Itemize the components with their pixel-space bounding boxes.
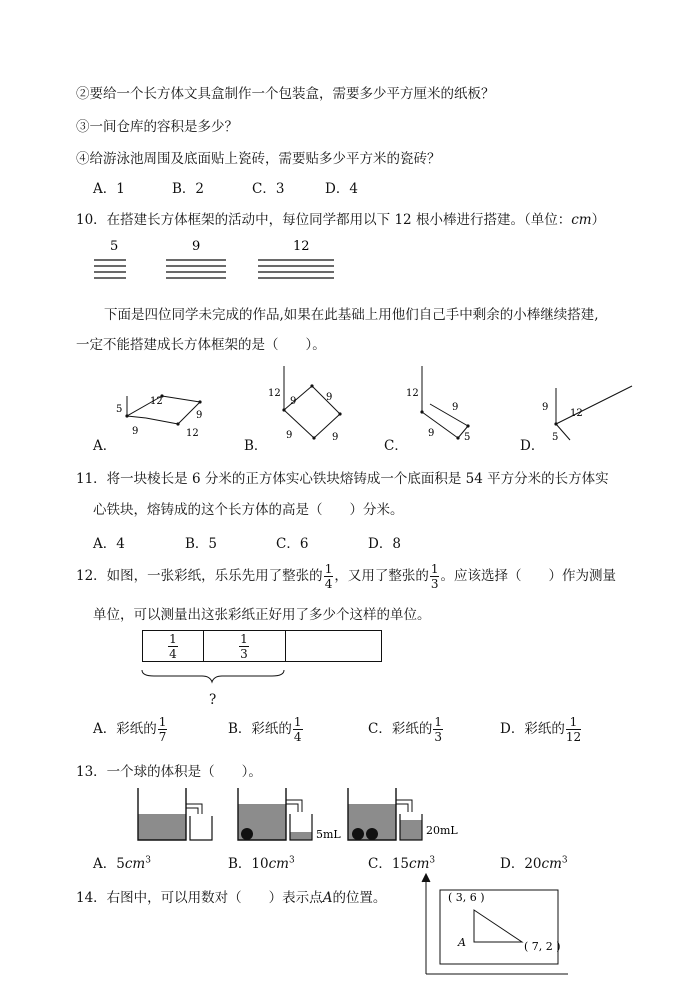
frac-num: 1 bbox=[566, 716, 581, 730]
q10-unit: cm bbox=[571, 212, 592, 228]
q9-option-b[interactable]: B．2 bbox=[172, 181, 205, 197]
q12-option-b[interactable] bbox=[228, 716, 304, 743]
q10-stem bbox=[76, 208, 605, 228]
fig-b-num: 12 bbox=[268, 388, 281, 399]
container-2 bbox=[238, 788, 341, 841]
stick-bundles bbox=[90, 236, 350, 286]
label-20ml: 20mL bbox=[426, 824, 458, 837]
opt-text: D．彩纸的 bbox=[500, 721, 565, 737]
q10-stem-end: ） bbox=[591, 212, 606, 228]
fig-b-num: 9 bbox=[290, 396, 297, 407]
q12-line-1 bbox=[76, 563, 616, 590]
frac-den: 7 bbox=[158, 730, 167, 744]
bundle-label-12: 12 bbox=[293, 239, 310, 254]
q13-stem: 13．一个球的体积是（ ）。 bbox=[76, 764, 262, 780]
frac-num: 1 bbox=[158, 715, 167, 729]
q9-item-3: ③一间仓库的容积是多少？ bbox=[76, 119, 238, 135]
fig-c-num: 12 bbox=[406, 388, 419, 399]
q12-frac-1 bbox=[324, 563, 334, 590]
fig-d-num: 12 bbox=[570, 408, 583, 419]
container-3 bbox=[348, 788, 458, 840]
q11-option-c[interactable]: C．6 bbox=[276, 536, 309, 552]
frac-den: 12 bbox=[565, 730, 582, 744]
label-5ml: 5mL bbox=[316, 828, 341, 841]
q9-item-2: ②要给一个长方体文具盒制作一个包装盒，需要多少平方厘米的纸板？ bbox=[76, 86, 495, 102]
opt-exp: 3 bbox=[429, 855, 436, 866]
q10-option-a[interactable]: A． bbox=[93, 438, 117, 454]
q13-containers bbox=[132, 784, 462, 846]
q10-figure-c bbox=[400, 362, 490, 446]
q14-stem bbox=[76, 886, 386, 906]
q9-option-c[interactable]: C．3 bbox=[252, 181, 285, 197]
opt-exp: 3 bbox=[288, 855, 295, 866]
frac-num: 1 bbox=[430, 562, 439, 576]
q10-para-1: 下面是四位同学未完成的作品,如果在此基础上用他们自己手中剩余的小棒继续搭建, bbox=[104, 307, 599, 323]
q10-stem-text: 10．在搭建长方体框架的活动中，每位同学都用以下 12 根小棒进行搭建。（单位： bbox=[76, 212, 572, 228]
q12-text: 12．如图，一张彩纸，乐乐先用了整张的 bbox=[76, 568, 323, 584]
q12-frac-2 bbox=[430, 563, 440, 590]
label-point-3-6: ( 3, 6 ) bbox=[448, 891, 485, 904]
label-point-a: A bbox=[458, 936, 466, 949]
q13-option-a[interactable] bbox=[93, 852, 151, 872]
bundle-9 bbox=[166, 260, 226, 278]
frac-num: 1 bbox=[293, 715, 302, 729]
opt-frac bbox=[293, 716, 303, 743]
opt-text: A．5 bbox=[93, 856, 125, 872]
fig-d-num: 9 bbox=[542, 402, 549, 413]
opt-exp: 3 bbox=[561, 855, 568, 866]
q14-text: 14．右图中，可以用数对（ ）表示点 bbox=[76, 890, 323, 906]
bundle-5 bbox=[94, 260, 126, 278]
q10-option-d[interactable]: D． bbox=[520, 438, 545, 454]
q12-line-2: 单位，可以测量出这张彩纸正好用了多少个这样的单位。 bbox=[93, 607, 431, 623]
q9-option-d[interactable]: D．4 bbox=[325, 181, 358, 197]
frac-num: 1 bbox=[240, 632, 248, 646]
brace-icon bbox=[140, 668, 288, 690]
q11-line-1: 11．将一块棱长是 6 分米的正方体实心铁块熔铸成一个底面积是 54 平方分米的长方体实 bbox=[76, 471, 609, 487]
frac-den: 4 bbox=[324, 577, 333, 591]
fig-b-num: 9 bbox=[326, 392, 333, 403]
paper-strip bbox=[142, 630, 382, 662]
strip-frac bbox=[239, 633, 249, 660]
q12-text: ，又用了整张的 bbox=[334, 568, 429, 584]
fig-a-num: 9 bbox=[132, 426, 139, 437]
q13-option-c[interactable] bbox=[368, 852, 435, 872]
fig-d-num: 5 bbox=[552, 432, 559, 443]
fig-a-num: 12 bbox=[150, 396, 163, 407]
strip-cell-quarter bbox=[143, 631, 204, 661]
q10-figure-a bbox=[110, 390, 220, 448]
container-1 bbox=[138, 788, 212, 840]
q11-line-2: 心铁块，熔铸成的这个长方体的高是（ ）分米。 bbox=[93, 502, 404, 518]
opt-frac bbox=[566, 716, 581, 743]
fig-c-num: 9 bbox=[452, 402, 459, 413]
opt-frac bbox=[433, 716, 443, 743]
q13-option-d[interactable] bbox=[500, 852, 568, 872]
frac-num: 1 bbox=[324, 562, 333, 576]
opt-exp: 3 bbox=[145, 855, 151, 866]
q10-option-c[interactable]: C． bbox=[384, 438, 408, 454]
opt-text: B．10 bbox=[228, 856, 269, 872]
q12-option-c[interactable] bbox=[368, 716, 444, 743]
opt-unit: cm bbox=[409, 856, 430, 872]
q11-option-d[interactable]: D．8 bbox=[368, 536, 401, 552]
q13-option-b[interactable] bbox=[228, 852, 295, 872]
bundle-label-5: 5 bbox=[110, 239, 119, 254]
opt-text: A．彩纸的 bbox=[93, 721, 157, 737]
frac-den: 4 bbox=[293, 730, 302, 744]
q14-coordinate-figure bbox=[418, 870, 578, 978]
frac-num: 1 bbox=[434, 715, 442, 729]
q14-var: A bbox=[322, 890, 333, 906]
opt-unit: cm bbox=[124, 856, 146, 872]
opt-text: C．彩纸的 bbox=[368, 721, 433, 737]
frac-num: 1 bbox=[169, 632, 177, 646]
opt-unit: cm bbox=[268, 856, 289, 872]
frac-den: 3 bbox=[434, 730, 442, 744]
bundle-12 bbox=[258, 260, 334, 278]
q12-option-a[interactable] bbox=[93, 716, 168, 743]
q10-option-b[interactable]: B． bbox=[244, 438, 268, 454]
opt-text: B．彩纸的 bbox=[228, 721, 292, 737]
q10-para-2: 一定不能搭建成长方体框架的是（ ）。 bbox=[76, 337, 326, 353]
fig-a-num: 5 bbox=[116, 404, 123, 415]
frac-den: 3 bbox=[430, 577, 439, 591]
fig-a-num: 12 bbox=[186, 428, 199, 439]
fig-a-num: 9 bbox=[196, 410, 203, 421]
fig-c-num: 9 bbox=[428, 428, 435, 439]
fig-c-num: 5 bbox=[464, 432, 471, 443]
q14-text: 的位置。 bbox=[332, 890, 387, 906]
opt-text: C．15 bbox=[368, 856, 410, 872]
bundle-label-9: 9 bbox=[192, 239, 201, 254]
fig-b-num: 9 bbox=[332, 432, 339, 443]
q9-option-a[interactable]: A．1 bbox=[93, 181, 125, 197]
opt-unit: cm bbox=[541, 856, 562, 872]
opt-frac bbox=[158, 716, 168, 743]
brace-label: ? bbox=[209, 692, 217, 708]
label-point-7-2: ( 7, 2 ) bbox=[524, 940, 561, 953]
q11-option-b[interactable]: B．5 bbox=[185, 536, 218, 552]
q10-figure-d bbox=[536, 384, 646, 446]
frac-den: 4 bbox=[169, 647, 177, 661]
q11-option-a[interactable]: A．4 bbox=[93, 536, 125, 552]
strip-cell-third bbox=[203, 631, 286, 661]
strip-frac bbox=[168, 633, 178, 660]
q12-option-d[interactable] bbox=[500, 716, 582, 743]
fig-b-num: 9 bbox=[286, 430, 293, 441]
opt-text: D．20 bbox=[500, 856, 542, 872]
q12-text: 。应该选择（ ）作为测量 bbox=[440, 568, 616, 584]
q10-figure-b bbox=[262, 362, 352, 446]
frac-den: 3 bbox=[240, 647, 248, 661]
q9-item-4: ④给游泳池周围及底面贴上瓷砖，需要贴多少平方米的瓷砖？ bbox=[76, 151, 441, 167]
